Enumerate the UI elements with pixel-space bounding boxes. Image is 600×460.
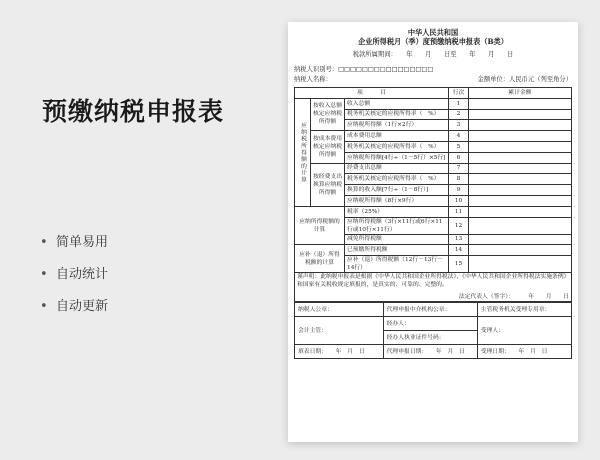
form-country: 中华人民共和国 <box>407 28 459 37</box>
signature-row <box>295 345 572 359</box>
group-label-c: 按经费支出换算应纳税所得额 <box>311 163 345 206</box>
row-number: 4 <box>449 131 469 142</box>
declaration-cell <box>295 273 572 302</box>
amount-cell[interactable] <box>469 185 572 196</box>
row-label: 收入总额 <box>345 98 449 109</box>
row-number: 5 <box>449 141 469 152</box>
row-number: 10 <box>449 195 469 206</box>
handler-cert-field[interactable]: 经办人执业证件号码： <box>383 331 477 345</box>
row-number: 15 <box>449 256 469 273</box>
row-label: 应纳税所得额（1行×2行） <box>345 120 449 131</box>
feature-label: 自动更新 <box>56 299 109 314</box>
tax-officer-seal: 主管税务机关受理专用章： <box>477 303 571 317</box>
row-number: 6 <box>449 152 469 163</box>
row-number: 9 <box>449 185 469 196</box>
amount-cell[interactable] <box>469 120 572 131</box>
feature-item <box>40 268 108 300</box>
group-label-b: 按成本费用核定应纳税所得额 <box>311 131 345 163</box>
amount-cell[interactable] <box>469 206 572 217</box>
declaration-row <box>295 273 572 302</box>
table-header-row <box>295 88 572 99</box>
header-item: 项 目 <box>295 88 449 99</box>
document-preview <box>288 22 578 442</box>
group-label-e: 应补（退）所得税额的计算 <box>295 245 345 273</box>
form-title: 企业所得税月（季）度预缴纳税申报表（B类） <box>358 37 508 46</box>
feature-list <box>40 236 108 332</box>
amount-cell[interactable] <box>469 109 572 120</box>
declaration-table <box>294 87 572 302</box>
row-label: 应纳所得税额（3行×11行或6行×11行或10行×11行） <box>345 217 449 234</box>
table-row <box>295 98 572 109</box>
row-number: 14 <box>449 245 469 256</box>
table-row <box>295 163 572 174</box>
row-number: 7 <box>449 163 469 174</box>
amount-cell[interactable] <box>469 163 572 174</box>
table-row <box>295 245 572 256</box>
handler-field[interactable]: 经办人： <box>383 317 477 331</box>
taxpayer-id: 纳税人识别号：□□□□□□□□□□□□□□□□ <box>294 66 434 73</box>
table-row <box>295 131 572 142</box>
signature-table <box>294 302 572 359</box>
group-label-a: 按收入总额核定应纳税所得额 <box>311 98 345 130</box>
amount-cell[interactable] <box>469 217 572 234</box>
header-amount: 累计金额 <box>469 88 572 99</box>
row-label: 税务机关核定的应税所得率（ %） <box>345 174 449 185</box>
group-label-taxable: 应纳税所得额的计算 <box>295 98 311 206</box>
row-label: 应补（退）所得税额（12行－13行－14行） <box>345 256 449 273</box>
legal-rep-signature: 法定代表人（签字）： 年 月 日 <box>458 294 569 301</box>
row-number: 3 <box>449 120 469 131</box>
row-label: 已预缴所得税额 <box>345 245 449 256</box>
row-label: 税务机关核定的应税所得率（ %） <box>345 141 449 152</box>
row-label: 换算的收入额[7行÷（1－8行）] <box>345 185 449 196</box>
amount-cell[interactable] <box>469 245 572 256</box>
bullet-icon: • <box>40 299 48 314</box>
amount-cell[interactable] <box>469 174 572 185</box>
form-period: 税款所属期间： 年 月 日至 年 月 日 <box>352 51 514 58</box>
header-line-no: 行次 <box>449 88 469 99</box>
amount-cell[interactable] <box>469 98 572 109</box>
group-label-d: 应纳所得税额的计算 <box>295 206 345 245</box>
signature-row <box>295 317 572 331</box>
amount-cell[interactable] <box>469 141 572 152</box>
row-number: 8 <box>449 174 469 185</box>
amount-cell[interactable] <box>469 131 572 142</box>
amount-cell[interactable] <box>469 195 572 206</box>
form-meta <box>294 65 572 85</box>
taxpayer-name: 纳税人名称： <box>294 76 332 83</box>
row-number: 1 <box>449 98 469 109</box>
table-row <box>295 206 572 217</box>
row-label: 应纳税所得额[4行÷（1－5行）×5行] <box>345 152 449 163</box>
row-label: 税务机关核定的应税所得率（ %） <box>345 109 449 120</box>
row-number: 2 <box>449 109 469 120</box>
row-label: 成本费用总额 <box>345 131 449 142</box>
receive-date[interactable]: 受理日期： 年 月 日 <box>477 345 571 359</box>
row-number: 12 <box>449 217 469 234</box>
fill-date[interactable]: 填表日期： 年 月 日 <box>295 345 384 359</box>
agent-seal: 代理申报中介机构公章： <box>383 303 477 317</box>
bullet-icon: • <box>40 267 48 282</box>
feature-label: 简单易用 <box>56 235 109 250</box>
signature-row <box>295 303 572 317</box>
receiver-field[interactable]: 受理人： <box>477 317 571 345</box>
accountant-field[interactable]: 会计主管： <box>295 317 384 345</box>
row-label: 税率（25%） <box>345 206 449 217</box>
feature-item <box>40 236 108 268</box>
promo-title: 预缴纳税申报表 <box>42 97 225 126</box>
agent-date[interactable]: 代理申报日期： 年 月 日 <box>383 345 477 359</box>
amount-cell[interactable] <box>469 152 572 163</box>
currency-unit: 金额单位：人民币元（列至角分） <box>477 76 572 83</box>
amount-cell[interactable] <box>469 234 572 245</box>
feature-label: 自动统计 <box>56 267 109 282</box>
row-label: 应纳税所得额（8行×9行） <box>345 195 449 206</box>
row-label: 经费支出总额 <box>345 163 449 174</box>
row-number: 11 <box>449 206 469 217</box>
row-label: 减免所得税额 <box>345 234 449 245</box>
taxpayer-seal: 纳税人公章： <box>295 303 384 317</box>
bullet-icon: • <box>40 235 48 250</box>
feature-item <box>40 300 108 332</box>
amount-cell[interactable] <box>469 256 572 273</box>
row-number: 13 <box>449 234 469 245</box>
declaration-text: 谨声明：此纳税申报表是根据《中华人民共和国企业所得税法》、《中华人民共和国企业所得税法实施条例》和国家有关税收规定填报的，是真实的、可靠的、完整的。 <box>297 274 567 289</box>
form-header <box>294 28 572 59</box>
